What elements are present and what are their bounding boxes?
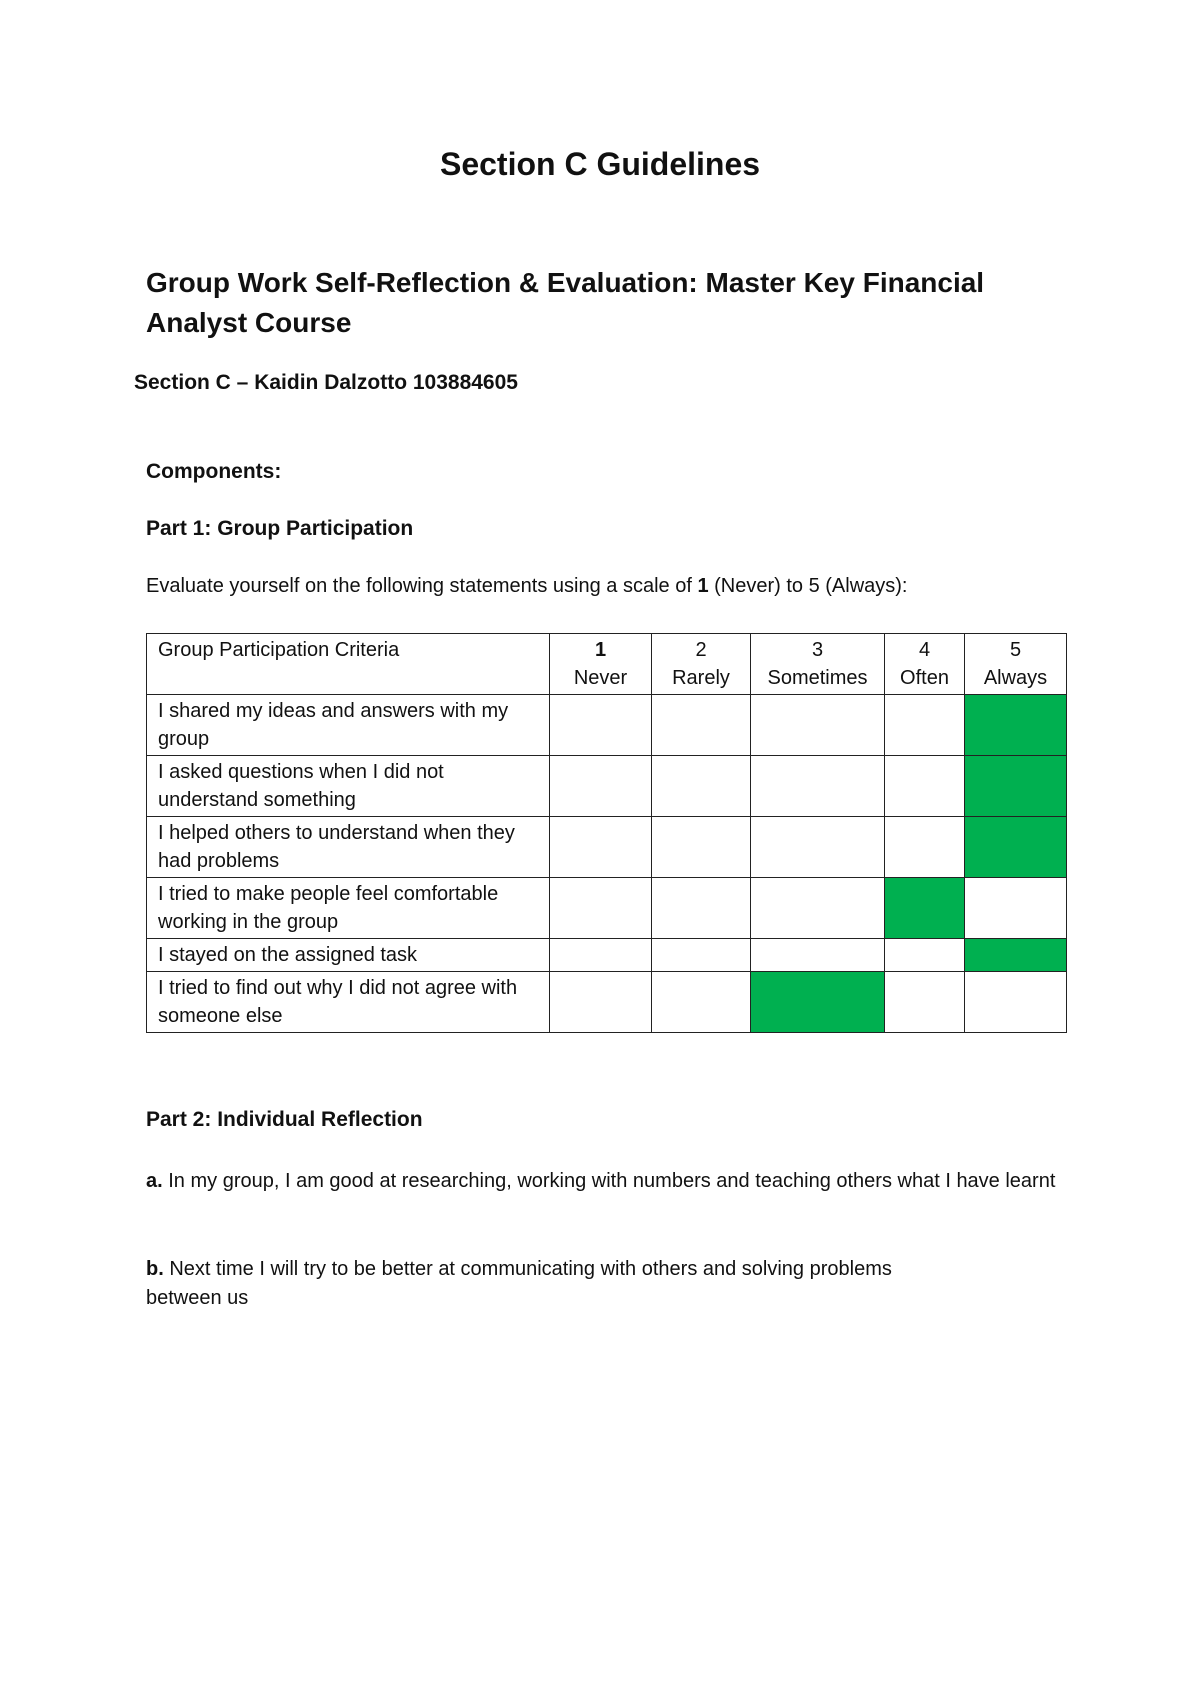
table-row xyxy=(147,756,1067,817)
rating-cell[interactable] xyxy=(751,695,885,756)
components-heading: Components: xyxy=(146,460,282,483)
rating-cell[interactable] xyxy=(652,756,751,817)
criterion-cell: I tried to find out why I did not agree with someone else xyxy=(147,972,550,1033)
scale-header-4 xyxy=(885,634,965,695)
criterion-cell: I asked questions when I did not understand something xyxy=(147,756,550,817)
scale-header-5 xyxy=(965,634,1067,695)
criterion-cell: I tried to make people feel comfortable working in the group xyxy=(147,878,550,939)
rating-cell-selected[interactable] xyxy=(885,878,965,939)
rating-cell[interactable] xyxy=(751,939,885,972)
rating-cell[interactable] xyxy=(885,756,965,817)
scale-label: Never xyxy=(573,667,628,689)
criteria-header: Group Participation Criteria xyxy=(147,634,550,695)
rating-cell[interactable] xyxy=(652,939,751,972)
rating-cell[interactable] xyxy=(550,878,652,939)
rating-cell[interactable] xyxy=(550,756,652,817)
instruction-bold-number: 1 xyxy=(697,575,709,597)
rating-cell[interactable] xyxy=(885,695,965,756)
reflection-b-prefix: b. xyxy=(146,1258,164,1280)
criterion-cell: I shared my ideas and answers with my group xyxy=(147,695,550,756)
scale-number: 5 xyxy=(1009,639,1022,661)
rating-cell[interactable] xyxy=(550,695,652,756)
rating-cell[interactable] xyxy=(652,972,751,1033)
student-name-line: Section C – Kaidin Dalzotto 103884605 xyxy=(134,371,518,394)
rating-cell[interactable] xyxy=(751,756,885,817)
reflection-a xyxy=(146,1167,1066,1196)
rating-cell[interactable] xyxy=(550,972,652,1033)
participation-table xyxy=(146,633,1067,1033)
rating-cell-selected[interactable] xyxy=(751,972,885,1033)
rating-cell[interactable] xyxy=(885,939,965,972)
rating-instruction xyxy=(146,575,908,598)
instruction-post: (Never) to 5 (Always): xyxy=(708,575,908,597)
scale-label: Often xyxy=(900,667,949,689)
part1-heading: Part 1: Group Participation xyxy=(146,517,414,540)
table-row xyxy=(147,695,1067,756)
scale-header-1 xyxy=(550,634,652,695)
table-row xyxy=(147,972,1067,1033)
reflection-a-text: In my group, I am good at researching, working with numbers and teaching others what I have learnt xyxy=(162,1170,1056,1192)
rating-cell[interactable] xyxy=(652,817,751,878)
table-row xyxy=(147,817,1067,878)
reflection-b xyxy=(146,1255,926,1313)
rating-cell[interactable] xyxy=(965,878,1067,939)
rating-cell[interactable] xyxy=(550,817,652,878)
scale-label: Always xyxy=(983,667,1048,689)
scale-number: 4 xyxy=(918,639,931,661)
criterion-cell: I stayed on the assigned task xyxy=(147,939,550,972)
reflection-a-prefix: a. xyxy=(146,1170,163,1192)
rating-cell-selected[interactable] xyxy=(965,939,1067,972)
reflection-b-text: Next time I will try to be better at communicating with others and solving problems between us xyxy=(146,1258,892,1309)
instruction-pre: Evaluate yourself on the following statements using a scale of xyxy=(146,575,698,597)
scale-label: Sometimes xyxy=(767,667,868,689)
criterion-cell: I helped others to understand when they had problems xyxy=(147,817,550,878)
rating-cell[interactable] xyxy=(652,695,751,756)
scale-label: Rarely xyxy=(672,667,730,689)
rating-cell[interactable] xyxy=(550,939,652,972)
part2-heading: Part 2: Individual Reflection xyxy=(146,1108,423,1131)
scale-number: 3 xyxy=(811,639,824,661)
table-row xyxy=(147,939,1067,972)
scale-header-3 xyxy=(751,634,885,695)
rating-cell[interactable] xyxy=(885,972,965,1033)
scale-number: 1 xyxy=(594,639,607,661)
rating-cell[interactable] xyxy=(885,817,965,878)
rating-cell[interactable] xyxy=(751,878,885,939)
rating-cell[interactable] xyxy=(965,972,1067,1033)
rating-cell[interactable] xyxy=(751,817,885,878)
rating-cell[interactable] xyxy=(652,878,751,939)
document-subtitle: Group Work Self-Reflection & Evaluation: Master Key Financial Analyst Course xyxy=(146,267,985,338)
table-header-row xyxy=(147,634,1067,695)
document-title: Section C Guidelines xyxy=(439,146,761,182)
table-row xyxy=(147,878,1067,939)
rating-cell-selected[interactable] xyxy=(965,756,1067,817)
scale-number: 2 xyxy=(695,639,707,661)
rating-cell-selected[interactable] xyxy=(965,695,1067,756)
scale-header-2 xyxy=(652,634,751,695)
rating-cell-selected[interactable] xyxy=(965,817,1067,878)
